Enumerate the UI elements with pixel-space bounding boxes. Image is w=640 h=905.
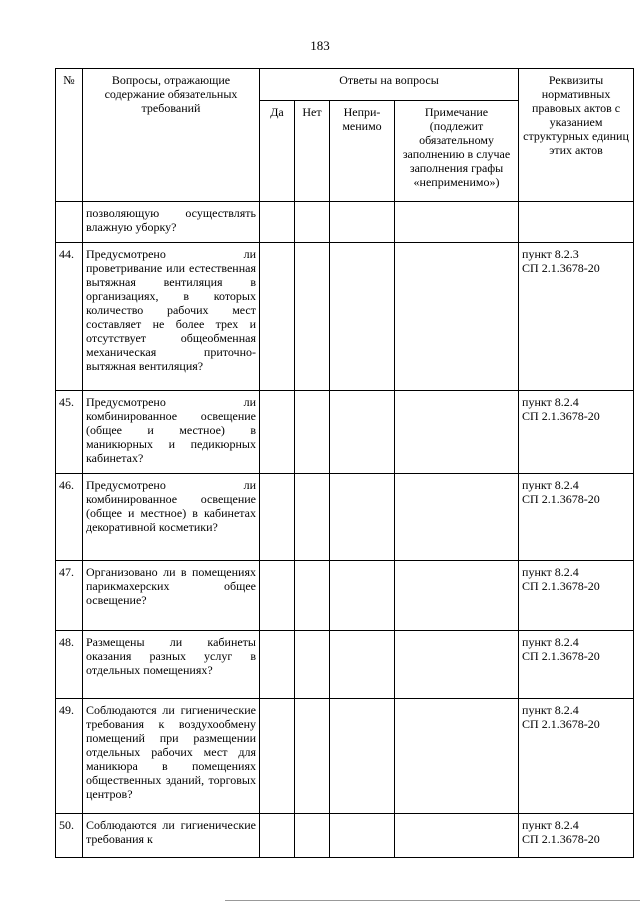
answer-no-cell[interactable] [295,391,330,474]
header-num: № [56,69,83,202]
page-bottom-edge-line [225,900,640,901]
answer-yes-cell[interactable] [260,699,295,814]
answer-note-cell[interactable] [395,699,519,814]
row-requisites [519,631,634,699]
ref-clause: пункт 8.2.4 [522,703,579,717]
ref-document: СП 2.1.3678-20 [522,579,600,593]
answer-note-cell[interactable] [395,474,519,561]
row-requisites [519,474,634,561]
header-yes: Да [260,101,295,202]
answer-yes-cell[interactable] [260,561,295,631]
ref-document: СП 2.1.3678-20 [522,717,600,731]
answer-no-cell[interactable] [295,202,330,243]
answer-note-cell[interactable] [395,391,519,474]
ref-document: СП 2.1.3678-20 [522,409,600,423]
answer-note-cell[interactable] [395,243,519,391]
checklist-table [55,68,634,858]
header-requisites: Реквизиты нормативных правовых актов с указанием структурных единиц этих актов [519,69,634,202]
answer-na-cell[interactable] [330,699,395,814]
ref-document: СП 2.1.3678-20 [522,492,600,506]
answer-yes-cell[interactable] [260,202,295,243]
table-row [56,202,634,243]
answer-no-cell[interactable] [295,699,330,814]
answer-yes-cell[interactable] [260,631,295,699]
answer-no-cell[interactable] [295,814,330,858]
row-question: Организовано ли в помещениях парикмахерских общее освещение? [83,561,260,631]
answer-yes-cell[interactable] [260,391,295,474]
ref-clause: пункт 8.2.4 [522,818,579,832]
table-row [56,631,634,699]
table-row [56,699,634,814]
ref-document: СП 2.1.3678-20 [522,832,600,846]
row-requisites [519,202,634,243]
answer-note-cell[interactable] [395,561,519,631]
answer-no-cell[interactable] [295,243,330,391]
ref-clause: пункт 8.2.4 [522,635,579,649]
row-question: позволяющую осуществлять влажную уборку? [83,202,260,243]
answer-yes-cell[interactable] [260,474,295,561]
row-requisites [519,814,634,858]
answer-no-cell[interactable] [295,631,330,699]
row-requisites [519,561,634,631]
answer-na-cell[interactable] [330,631,395,699]
row-number: 45. [56,391,83,474]
header-note: Примечание (подлежит обязательному заполнению в случае заполнения графы «неприменимо») [395,101,519,202]
header-no: Нет [295,101,330,202]
row-number [56,202,83,243]
ref-clause: пункт 8.2.4 [522,395,579,409]
header-question: Вопросы, отражающие содержание обязательных требований [83,69,260,202]
answer-yes-cell[interactable] [260,243,295,391]
header-row [56,69,634,101]
answer-no-cell[interactable] [295,561,330,631]
answer-na-cell[interactable] [330,391,395,474]
answer-note-cell[interactable] [395,631,519,699]
row-number: 44. [56,243,83,391]
row-question: Предусмотрено ли комбинированное освещение (общее и местное) в кабинетах декоративной косметики? [83,474,260,561]
row-requisites [519,699,634,814]
answer-na-cell[interactable] [330,814,395,858]
table-row [56,561,634,631]
row-number: 49. [56,699,83,814]
answer-note-cell[interactable] [395,202,519,243]
row-question: Соблюдаются ли гигиенические требования к воздухообмену помещений при размещении отдельных рабочих мест для маникюра в помещениях общественных зданий, торговых центров? [83,699,260,814]
answer-yes-cell[interactable] [260,814,295,858]
row-number: 48. [56,631,83,699]
row-number: 50. [56,814,83,858]
row-number: 47. [56,561,83,631]
table-row [56,391,634,474]
answer-no-cell[interactable] [295,474,330,561]
ref-clause: пункт 8.2.3 [522,247,579,261]
row-number: 46. [56,474,83,561]
table-row [56,243,634,391]
answer-na-cell[interactable] [330,561,395,631]
answer-na-cell[interactable] [330,474,395,561]
answer-note-cell[interactable] [395,814,519,858]
row-question: Предусмотрено ли проветривание или естественная вытяжная вентиляция в организациях, в которых количество рабочих мест составляет не более трех и отсутствует общеобменная механическая приточно-вытяжная вентиляция? [83,243,260,391]
ref-document: СП 2.1.3678-20 [522,261,600,275]
header-answers: Ответы на вопросы [260,69,519,101]
row-requisites [519,391,634,474]
ref-document: СП 2.1.3678-20 [522,649,600,663]
ref-clause: пункт 8.2.4 [522,478,579,492]
answer-na-cell[interactable] [330,202,395,243]
row-question: Предусмотрено ли комбинированное освещение (общее и местное) в маникюрных и педикюрных кабинетах? [83,391,260,474]
ref-clause: пункт 8.2.4 [522,565,579,579]
row-requisites [519,243,634,391]
table-row [56,814,634,858]
row-question: Размещены ли кабинеты оказания разных услуг в отдельных помещениях? [83,631,260,699]
header-na: Непри-менимо [330,101,395,202]
answer-na-cell[interactable] [330,243,395,391]
table-row [56,474,634,561]
page-number: 183 [310,38,330,53]
row-question: Соблюдаются ли гигиенические требования к [83,814,260,858]
